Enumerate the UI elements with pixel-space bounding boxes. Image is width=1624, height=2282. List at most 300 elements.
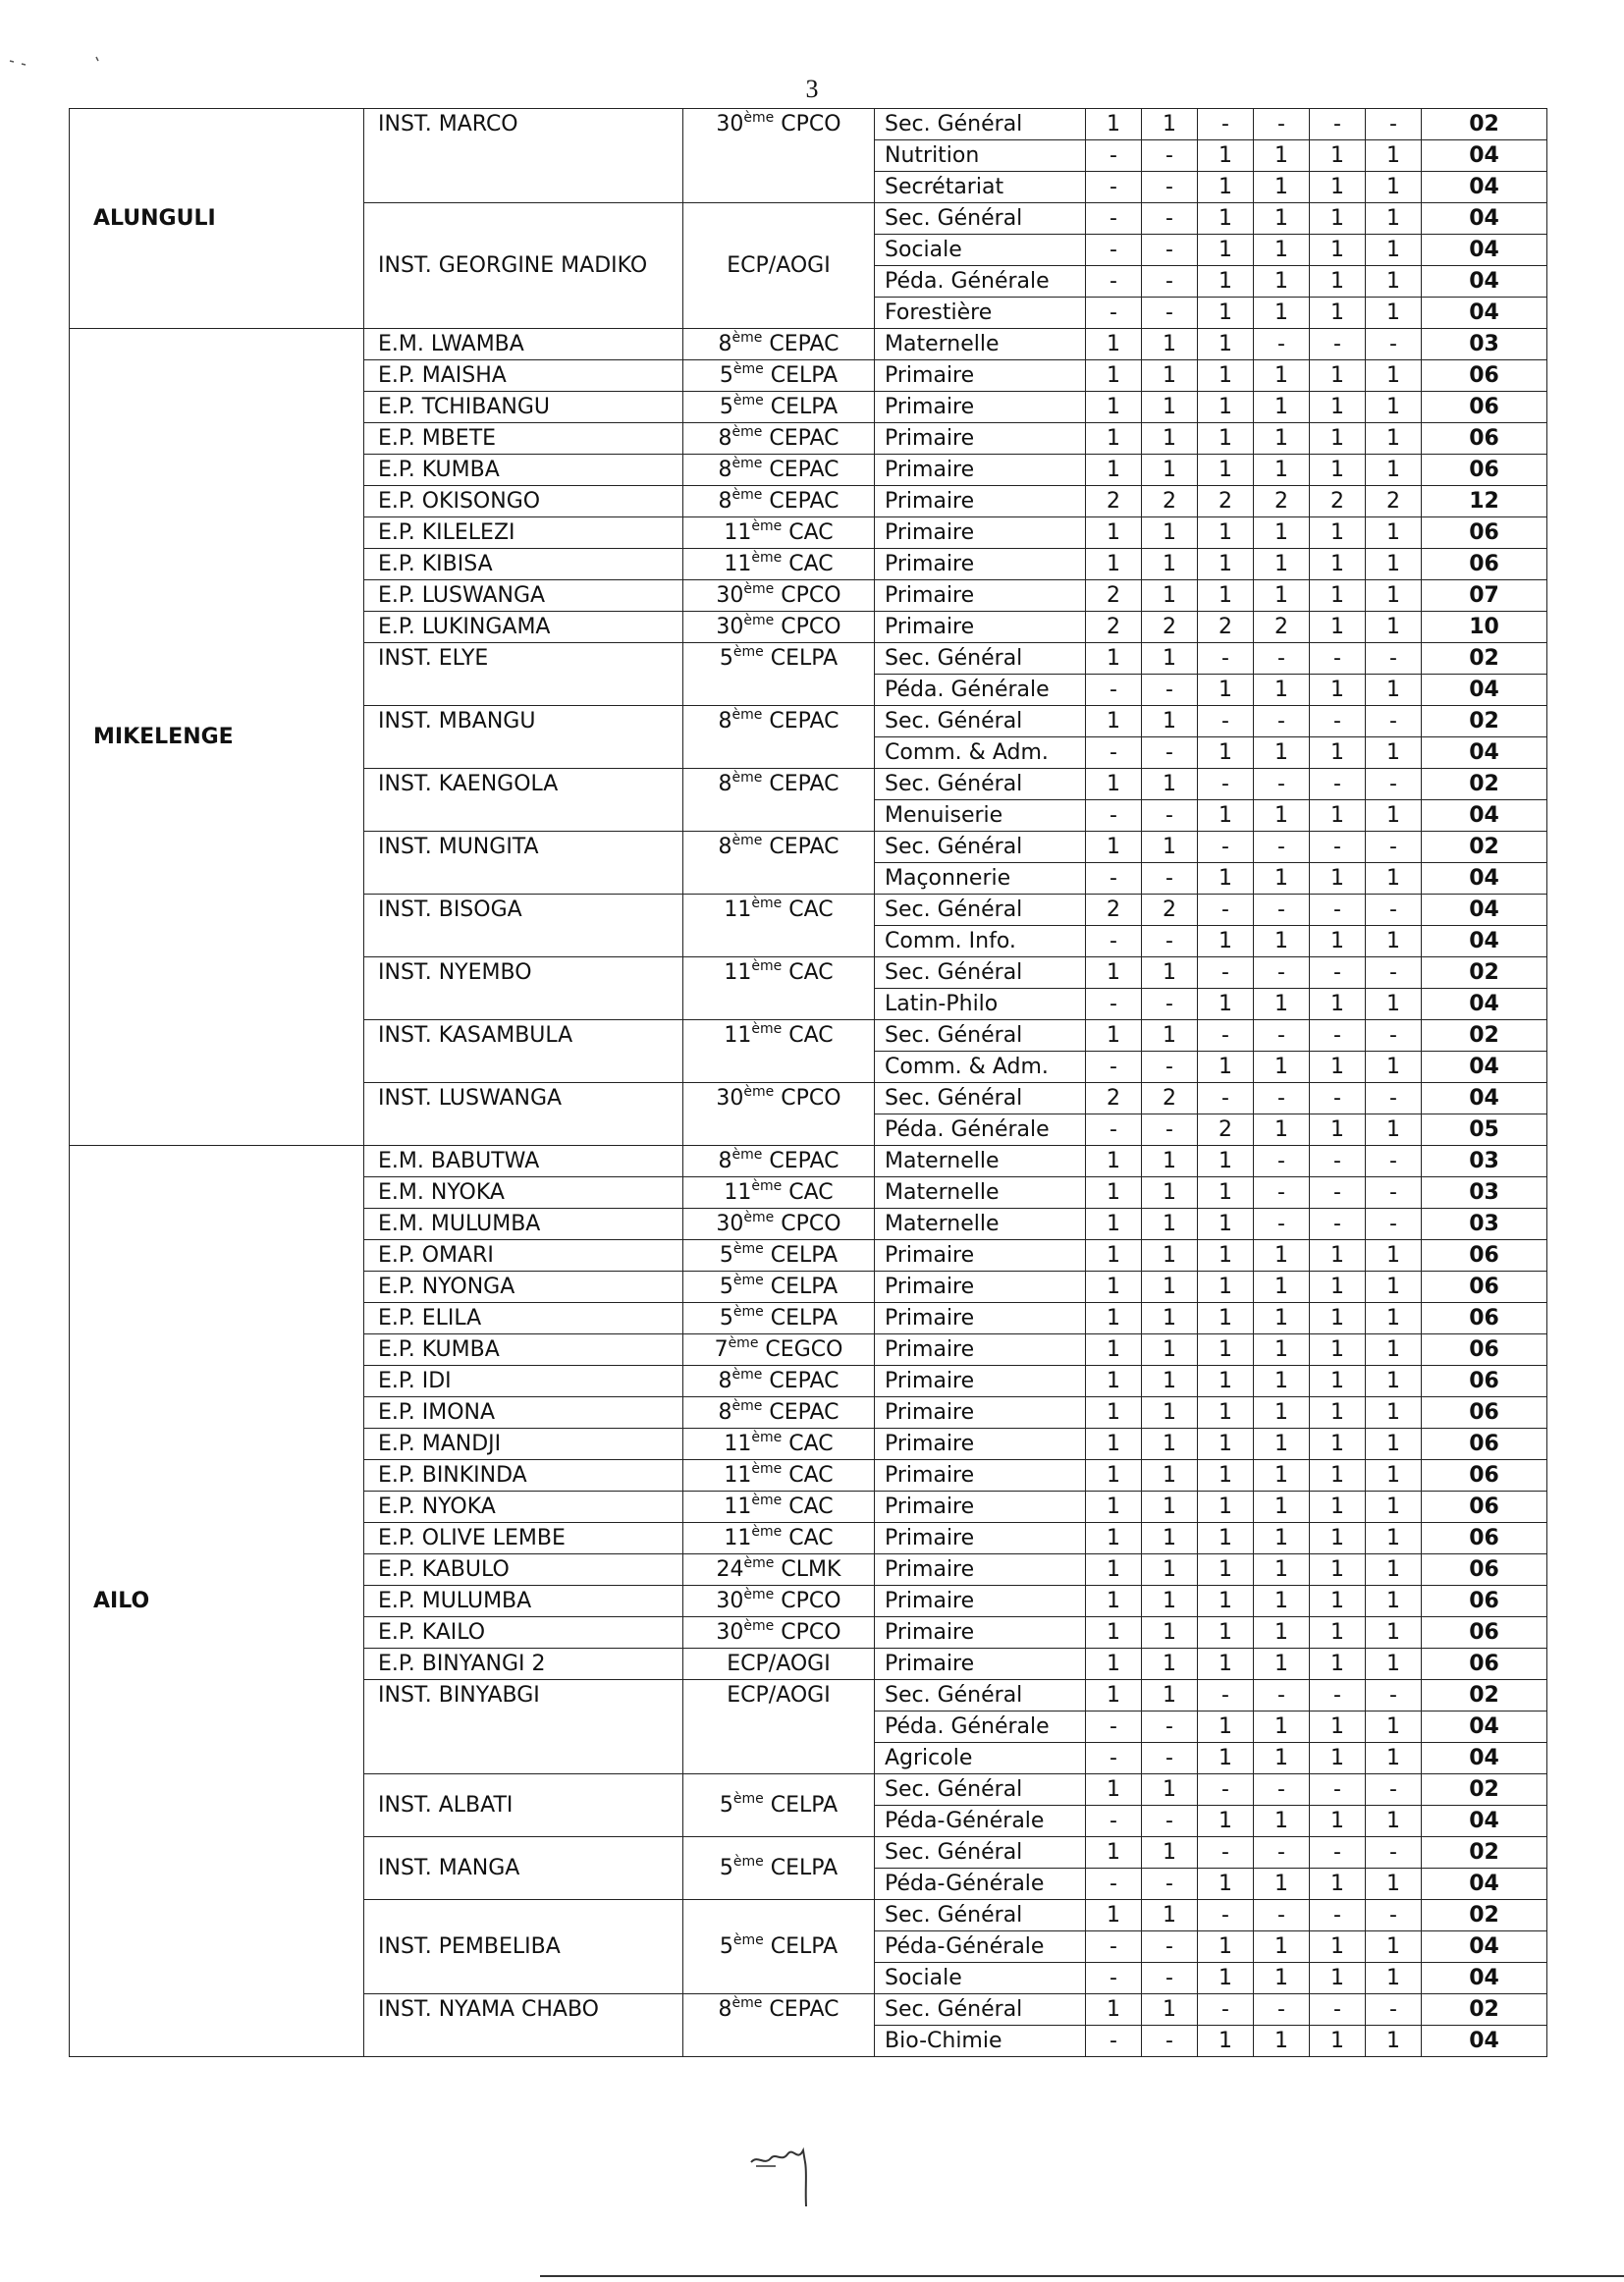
location-number: 5 xyxy=(719,395,733,419)
total-cell: 06 xyxy=(1422,1334,1547,1366)
level-count-cell: 1 xyxy=(1366,235,1422,266)
total-cell: 05 xyxy=(1422,1114,1547,1146)
level-count-cell: 1 xyxy=(1198,298,1254,329)
level-count-cell: - xyxy=(1086,989,1142,1020)
total-cell: 02 xyxy=(1422,957,1547,989)
total-cell: 06 xyxy=(1422,1492,1547,1523)
location-code: CEPAC xyxy=(762,772,839,796)
school-name-cell: E.P. KILELEZI xyxy=(364,517,683,549)
level-count-cell: - xyxy=(1142,675,1198,706)
school-name-cell: E.P. KUMBA xyxy=(364,1334,683,1366)
level-count-cell: 1 xyxy=(1142,832,1198,863)
section-cell: Péda-Générale xyxy=(875,1806,1086,1837)
location-ordinal: ème xyxy=(732,1854,764,1870)
school-name-cell: E.P. MANDJI xyxy=(364,1429,683,1460)
location-ordinal: ème xyxy=(731,707,763,723)
level-count-cell: 1 xyxy=(1310,392,1366,423)
level-count-cell: - xyxy=(1310,1209,1366,1240)
school-name-cell: INST. BINYABGI xyxy=(364,1680,683,1774)
level-count-cell: - xyxy=(1366,1900,1422,1931)
level-count-cell: - xyxy=(1142,1114,1198,1146)
total-cell: 03 xyxy=(1422,1209,1547,1240)
level-count-cell: 1 xyxy=(1086,1429,1142,1460)
location-code: CEPAC xyxy=(762,1369,839,1393)
total-cell: 04 xyxy=(1422,1052,1547,1083)
level-count-cell: - xyxy=(1142,298,1198,329)
level-count-cell: 1 xyxy=(1086,1146,1142,1177)
level-count-cell: 1 xyxy=(1198,1177,1254,1209)
level-count-cell: - xyxy=(1142,800,1198,832)
level-count-cell: - xyxy=(1366,1177,1422,1209)
level-count-cell: 2 xyxy=(1198,612,1254,643)
location-number: 11 xyxy=(724,1180,752,1205)
total-cell: 04 xyxy=(1422,1869,1547,1900)
level-count-cell: 1 xyxy=(1310,140,1366,172)
level-count-cell: 1 xyxy=(1310,266,1366,298)
total-cell: 04 xyxy=(1422,1712,1547,1743)
location-ordinal: ème xyxy=(751,1021,783,1037)
level-count-cell: 1 xyxy=(1366,1492,1422,1523)
level-count-cell: 1 xyxy=(1198,1366,1254,1397)
location-ordinal: ème xyxy=(751,518,783,534)
region-cell: MIKELENGE xyxy=(70,329,364,1146)
level-count-cell: 1 xyxy=(1198,1523,1254,1554)
location-ordinal: ème xyxy=(731,1398,763,1414)
school-staffing-table xyxy=(69,108,1547,2057)
section-cell: Primaire xyxy=(875,455,1086,486)
level-count-cell: 1 xyxy=(1142,1994,1198,2026)
level-count-cell: 2 xyxy=(1142,486,1198,517)
total-cell: 04 xyxy=(1422,863,1547,895)
section-cell: Maternelle xyxy=(875,329,1086,360)
level-count-cell: 1 xyxy=(1254,298,1310,329)
level-count-cell: 1 xyxy=(1310,1334,1366,1366)
level-count-cell: - xyxy=(1086,675,1142,706)
school-name-cell: INST. KAENGOLA xyxy=(364,769,683,832)
section-cell: Menuiserie xyxy=(875,800,1086,832)
total-cell: 04 xyxy=(1422,800,1547,832)
school-name-cell: E.P. OLIVE LEMBE xyxy=(364,1523,683,1554)
location-code: CPCO xyxy=(774,583,841,608)
level-count-cell: - xyxy=(1086,140,1142,172)
level-count-cell: - xyxy=(1310,895,1366,926)
school-name-cell: INST. PEMBELIBA xyxy=(364,1900,683,1994)
level-count-cell: 1 xyxy=(1142,1586,1198,1617)
section-cell: Primaire xyxy=(875,612,1086,643)
level-count-cell: - xyxy=(1310,832,1366,863)
level-count-cell: 1 xyxy=(1310,1272,1366,1303)
location-code: CELPA xyxy=(763,1934,839,1959)
school-name-cell: E.P. ELILA xyxy=(364,1303,683,1334)
level-count-cell: 1 xyxy=(1254,360,1310,392)
level-count-cell: 1 xyxy=(1254,1460,1310,1492)
location-code: CPCO xyxy=(774,1589,841,1613)
level-count-cell: 1 xyxy=(1366,1554,1422,1586)
school-name-cell: E.P. TCHIBANGU xyxy=(364,392,683,423)
level-count-cell: - xyxy=(1366,895,1422,926)
location-number: 30 xyxy=(716,615,744,639)
level-count-cell: 1 xyxy=(1142,392,1198,423)
level-count-cell: - xyxy=(1310,643,1366,675)
location-ordinal: ème xyxy=(731,1367,763,1383)
level-count-cell: 1 xyxy=(1254,1303,1310,1334)
level-count-cell: 1 xyxy=(1254,172,1310,203)
level-count-cell: 1 xyxy=(1310,737,1366,769)
level-count-cell: 1 xyxy=(1310,455,1366,486)
location-code: CELPA xyxy=(763,1275,839,1299)
location-cell xyxy=(683,423,875,455)
level-count-cell: 1 xyxy=(1142,1146,1198,1177)
level-count-cell: 1 xyxy=(1366,1806,1422,1837)
section-cell: Sec. Général xyxy=(875,1774,1086,1806)
level-count-cell: 1 xyxy=(1142,329,1198,360)
level-count-cell: - xyxy=(1086,1806,1142,1837)
level-count-cell: 1 xyxy=(1254,1806,1310,1837)
level-count-cell: 1 xyxy=(1254,1240,1310,1272)
level-count-cell: 2 xyxy=(1086,895,1142,926)
location-cell xyxy=(683,1617,875,1649)
location-code: CEPAC xyxy=(762,426,839,451)
level-count-cell: 1 xyxy=(1198,1617,1254,1649)
section-cell: Péda-Générale xyxy=(875,1931,1086,1963)
level-count-cell: 1 xyxy=(1142,1397,1198,1429)
school-name-cell: INST. BISOGA xyxy=(364,895,683,957)
level-count-cell: 1 xyxy=(1198,1052,1254,1083)
level-count-cell: 1 xyxy=(1254,580,1310,612)
total-cell: 02 xyxy=(1422,1774,1547,1806)
level-count-cell: 1 xyxy=(1254,140,1310,172)
level-count-cell: 1 xyxy=(1142,1837,1198,1869)
level-count-cell: - xyxy=(1142,1743,1198,1774)
location-cell xyxy=(683,203,875,329)
level-count-cell: 1 xyxy=(1366,737,1422,769)
section-cell: Latin-Philo xyxy=(875,989,1086,1020)
level-count-cell: 1 xyxy=(1254,1931,1310,1963)
level-count-cell: - xyxy=(1366,1020,1422,1052)
level-count-cell: - xyxy=(1366,957,1422,989)
location-ordinal: ème xyxy=(732,1241,764,1257)
level-count-cell: - xyxy=(1254,329,1310,360)
level-count-cell: - xyxy=(1366,1994,1422,2026)
location-cell xyxy=(683,1460,875,1492)
total-cell: 12 xyxy=(1422,486,1547,517)
location-ordinal: ème xyxy=(751,1493,783,1508)
location-ordinal: ème xyxy=(731,330,763,346)
level-count-cell: - xyxy=(1198,957,1254,989)
level-count-cell: 1 xyxy=(1310,1712,1366,1743)
school-name-cell: E.P. LUKINGAMA xyxy=(364,612,683,643)
level-count-cell: - xyxy=(1254,1900,1310,1931)
page-number: 3 xyxy=(805,75,819,103)
level-count-cell: 1 xyxy=(1198,1429,1254,1460)
location-code: CEPAC xyxy=(762,458,839,482)
total-cell: 06 xyxy=(1422,1240,1547,1272)
level-count-cell: 1 xyxy=(1310,1114,1366,1146)
level-count-cell: 1 xyxy=(1366,2026,1422,2057)
level-count-cell: 1 xyxy=(1310,989,1366,1020)
level-count-cell: 1 xyxy=(1198,989,1254,1020)
location-ordinal: ème xyxy=(728,1335,759,1351)
level-count-cell: 1 xyxy=(1142,360,1198,392)
level-count-cell: 1 xyxy=(1142,1617,1198,1649)
location-ordinal: ème xyxy=(732,361,764,377)
level-count-cell: 1 xyxy=(1254,1397,1310,1429)
section-cell: Péda. Générale xyxy=(875,675,1086,706)
section-cell: Sec. Général xyxy=(875,1083,1086,1114)
section-cell: Sec. Général xyxy=(875,643,1086,675)
level-count-cell: 1 xyxy=(1086,1366,1142,1397)
location-number: 8 xyxy=(718,1369,732,1393)
level-count-cell: 1 xyxy=(1310,203,1366,235)
level-count-cell: 1 xyxy=(1086,1272,1142,1303)
level-count-cell: 1 xyxy=(1310,1586,1366,1617)
level-count-cell: 1 xyxy=(1198,549,1254,580)
level-count-cell: 1 xyxy=(1142,1366,1198,1397)
location-ordinal: ème xyxy=(743,1587,775,1603)
location-code: CPCO xyxy=(774,615,841,639)
section-cell: Agricole xyxy=(875,1743,1086,1774)
level-count-cell: - xyxy=(1086,737,1142,769)
level-count-cell: 1 xyxy=(1142,1429,1198,1460)
level-count-cell: 2 xyxy=(1198,1114,1254,1146)
section-cell: Sec. Général xyxy=(875,706,1086,737)
total-cell: 02 xyxy=(1422,1020,1547,1052)
level-count-cell: - xyxy=(1366,706,1422,737)
level-count-cell: 1 xyxy=(1254,675,1310,706)
level-count-cell: 2 xyxy=(1086,486,1142,517)
section-cell: Primaire xyxy=(875,486,1086,517)
level-count-cell: 1 xyxy=(1254,549,1310,580)
level-count-cell: 1 xyxy=(1366,1523,1422,1554)
level-count-cell: 1 xyxy=(1254,1554,1310,1586)
location-cell xyxy=(683,1303,875,1334)
level-count-cell: - xyxy=(1254,1209,1310,1240)
section-cell: Primaire xyxy=(875,1523,1086,1554)
level-count-cell: - xyxy=(1366,832,1422,863)
level-count-cell: - xyxy=(1142,1869,1198,1900)
level-count-cell: - xyxy=(1086,926,1142,957)
location-cell xyxy=(683,1366,875,1397)
level-count-cell: 1 xyxy=(1310,1617,1366,1649)
level-count-cell: - xyxy=(1254,1177,1310,1209)
location-number: 8 xyxy=(718,709,732,734)
level-count-cell: - xyxy=(1198,832,1254,863)
level-count-cell: - xyxy=(1142,1712,1198,1743)
level-count-cell: - xyxy=(1198,1994,1254,2026)
level-count-cell: 1 xyxy=(1086,1554,1142,1586)
school-name-cell: E.P. BINYANGI 2 xyxy=(364,1649,683,1680)
level-count-cell: - xyxy=(1310,1994,1366,2026)
location-ordinal: ème xyxy=(743,110,775,126)
school-name-cell: E.P. MAISHA xyxy=(364,360,683,392)
level-count-cell: 1 xyxy=(1198,675,1254,706)
level-count-cell: - xyxy=(1142,172,1198,203)
level-count-cell: 1 xyxy=(1366,800,1422,832)
level-count-cell: 1 xyxy=(1254,737,1310,769)
level-count-cell: - xyxy=(1254,1083,1310,1114)
total-cell: 06 xyxy=(1422,1554,1547,1586)
level-count-cell: 2 xyxy=(1142,612,1198,643)
level-count-cell: - xyxy=(1198,1020,1254,1052)
total-cell: 04 xyxy=(1422,266,1547,298)
location-code: CAC xyxy=(782,1463,834,1488)
location-ordinal: ème xyxy=(731,487,763,503)
section-cell: Primaire xyxy=(875,1492,1086,1523)
total-cell: 04 xyxy=(1422,1963,1547,1994)
total-cell: 06 xyxy=(1422,549,1547,580)
level-count-cell: - xyxy=(1310,1177,1366,1209)
level-count-cell: - xyxy=(1254,109,1310,140)
location-number: 8 xyxy=(718,835,732,859)
location-cell xyxy=(683,1272,875,1303)
level-count-cell: 1 xyxy=(1086,832,1142,863)
page-edge-line xyxy=(540,2275,1624,2277)
level-count-cell: - xyxy=(1254,1146,1310,1177)
section-cell: Forestière xyxy=(875,298,1086,329)
location-number: 30 xyxy=(716,1086,744,1111)
total-cell: 04 xyxy=(1422,926,1547,957)
level-count-cell: 1 xyxy=(1366,1931,1422,1963)
section-cell: Péda. Générale xyxy=(875,1114,1086,1146)
school-name-cell: INST. MUNGITA xyxy=(364,832,683,895)
section-cell: Primaire xyxy=(875,423,1086,455)
region-cell: ALUNGULI xyxy=(70,109,364,329)
total-cell: 02 xyxy=(1422,1837,1547,1869)
school-name-cell: INST. NYAMA CHABO xyxy=(364,1994,683,2057)
section-cell: Primaire xyxy=(875,360,1086,392)
location-number: 11 xyxy=(724,1432,752,1456)
level-count-cell: 1 xyxy=(1198,1460,1254,1492)
level-count-cell: 1 xyxy=(1142,1523,1198,1554)
level-count-cell: 1 xyxy=(1366,360,1422,392)
level-count-cell: 1 xyxy=(1142,517,1198,549)
location-ordinal: ème xyxy=(731,770,763,786)
level-count-cell: 1 xyxy=(1198,1240,1254,1272)
level-count-cell: 1 xyxy=(1142,1240,1198,1272)
total-cell: 04 xyxy=(1422,989,1547,1020)
school-name-cell: INST. LUSWANGA xyxy=(364,1083,683,1146)
level-count-cell: 1 xyxy=(1198,140,1254,172)
location-code: CEPAC xyxy=(762,332,839,356)
level-count-cell: 1 xyxy=(1310,1963,1366,1994)
level-count-cell: 2 xyxy=(1254,486,1310,517)
level-count-cell: 1 xyxy=(1366,549,1422,580)
level-count-cell: - xyxy=(1310,1020,1366,1052)
level-count-cell: 1 xyxy=(1198,423,1254,455)
location-ordinal: ème xyxy=(751,958,783,974)
level-count-cell: 1 xyxy=(1310,863,1366,895)
section-cell: Primaire xyxy=(875,1397,1086,1429)
total-cell: 04 xyxy=(1422,298,1547,329)
level-count-cell: 1 xyxy=(1198,172,1254,203)
section-cell: Primaire xyxy=(875,1366,1086,1397)
total-cell: 06 xyxy=(1422,1366,1547,1397)
level-count-cell: 1 xyxy=(1366,1460,1422,1492)
level-count-cell: - xyxy=(1310,109,1366,140)
level-count-cell: 1 xyxy=(1366,392,1422,423)
level-count-cell: 1 xyxy=(1366,140,1422,172)
level-count-cell: - xyxy=(1310,329,1366,360)
level-count-cell: 1 xyxy=(1086,329,1142,360)
level-count-cell: - xyxy=(1198,1900,1254,1931)
location-cell xyxy=(683,517,875,549)
section-cell: Primaire xyxy=(875,1272,1086,1303)
level-count-cell: - xyxy=(1086,1869,1142,1900)
total-cell: 06 xyxy=(1422,1303,1547,1334)
level-count-cell: 1 xyxy=(1366,1586,1422,1617)
level-count-cell: - xyxy=(1366,769,1422,800)
section-cell: Primaire xyxy=(875,517,1086,549)
section-cell: Maternelle xyxy=(875,1146,1086,1177)
location-number: 5 xyxy=(719,1793,733,1818)
location-number: 5 xyxy=(719,1243,733,1268)
level-count-cell: 1 xyxy=(1198,360,1254,392)
level-count-cell: 1 xyxy=(1198,1743,1254,1774)
total-cell: 04 xyxy=(1422,2026,1547,2057)
school-name-cell: INST. ELYE xyxy=(364,643,683,706)
level-count-cell: - xyxy=(1366,109,1422,140)
level-count-cell: 1 xyxy=(1310,298,1366,329)
school-name-cell: INST. MANGA xyxy=(364,1837,683,1900)
level-count-cell: 1 xyxy=(1310,360,1366,392)
level-count-cell: - xyxy=(1142,1931,1198,1963)
level-count-cell: - xyxy=(1310,1146,1366,1177)
level-count-cell: 1 xyxy=(1254,1523,1310,1554)
level-count-cell: - xyxy=(1310,1837,1366,1869)
level-count-cell: 1 xyxy=(1086,517,1142,549)
level-count-cell: 1 xyxy=(1086,643,1142,675)
handwritten-initials xyxy=(746,2133,835,2211)
level-count-cell: 1 xyxy=(1142,109,1198,140)
level-count-cell: 1 xyxy=(1086,392,1142,423)
location-code: CEPAC xyxy=(762,1149,839,1173)
level-count-cell: 1 xyxy=(1366,298,1422,329)
level-count-cell: 1 xyxy=(1366,1272,1422,1303)
school-name-cell: E.P. NYONGA xyxy=(364,1272,683,1303)
school-name-cell: INST. ALBATI xyxy=(364,1774,683,1837)
total-cell: 04 xyxy=(1422,1743,1547,1774)
level-count-cell: 1 xyxy=(1254,1869,1310,1900)
level-count-cell: 1 xyxy=(1142,1900,1198,1931)
level-count-cell: - xyxy=(1086,203,1142,235)
level-count-cell: 1 xyxy=(1142,1177,1198,1209)
location-ordinal: ème xyxy=(732,1273,764,1288)
location-number: 5 xyxy=(719,1856,733,1880)
level-count-cell: - xyxy=(1254,1837,1310,1869)
level-count-cell: 1 xyxy=(1198,926,1254,957)
level-count-cell: 1 xyxy=(1198,392,1254,423)
level-count-cell: - xyxy=(1086,266,1142,298)
location-code: CAC xyxy=(782,897,834,922)
total-cell: 04 xyxy=(1422,172,1547,203)
level-count-cell: 1 xyxy=(1254,1366,1310,1397)
total-cell: 06 xyxy=(1422,1523,1547,1554)
level-count-cell: 1 xyxy=(1142,1774,1198,1806)
level-count-cell: 1 xyxy=(1086,1397,1142,1429)
location-cell xyxy=(683,109,875,203)
level-count-cell: 1 xyxy=(1086,706,1142,737)
location-cell xyxy=(683,1523,875,1554)
total-cell: 06 xyxy=(1422,360,1547,392)
level-count-cell: 1 xyxy=(1254,1649,1310,1680)
level-count-cell: - xyxy=(1310,706,1366,737)
location-code: CAC xyxy=(782,1023,834,1048)
location-cell xyxy=(683,1429,875,1460)
level-count-cell: 1 xyxy=(1142,643,1198,675)
location-number: 30 xyxy=(716,583,744,608)
level-count-cell: 1 xyxy=(1142,1020,1198,1052)
level-count-cell: 1 xyxy=(1086,549,1142,580)
